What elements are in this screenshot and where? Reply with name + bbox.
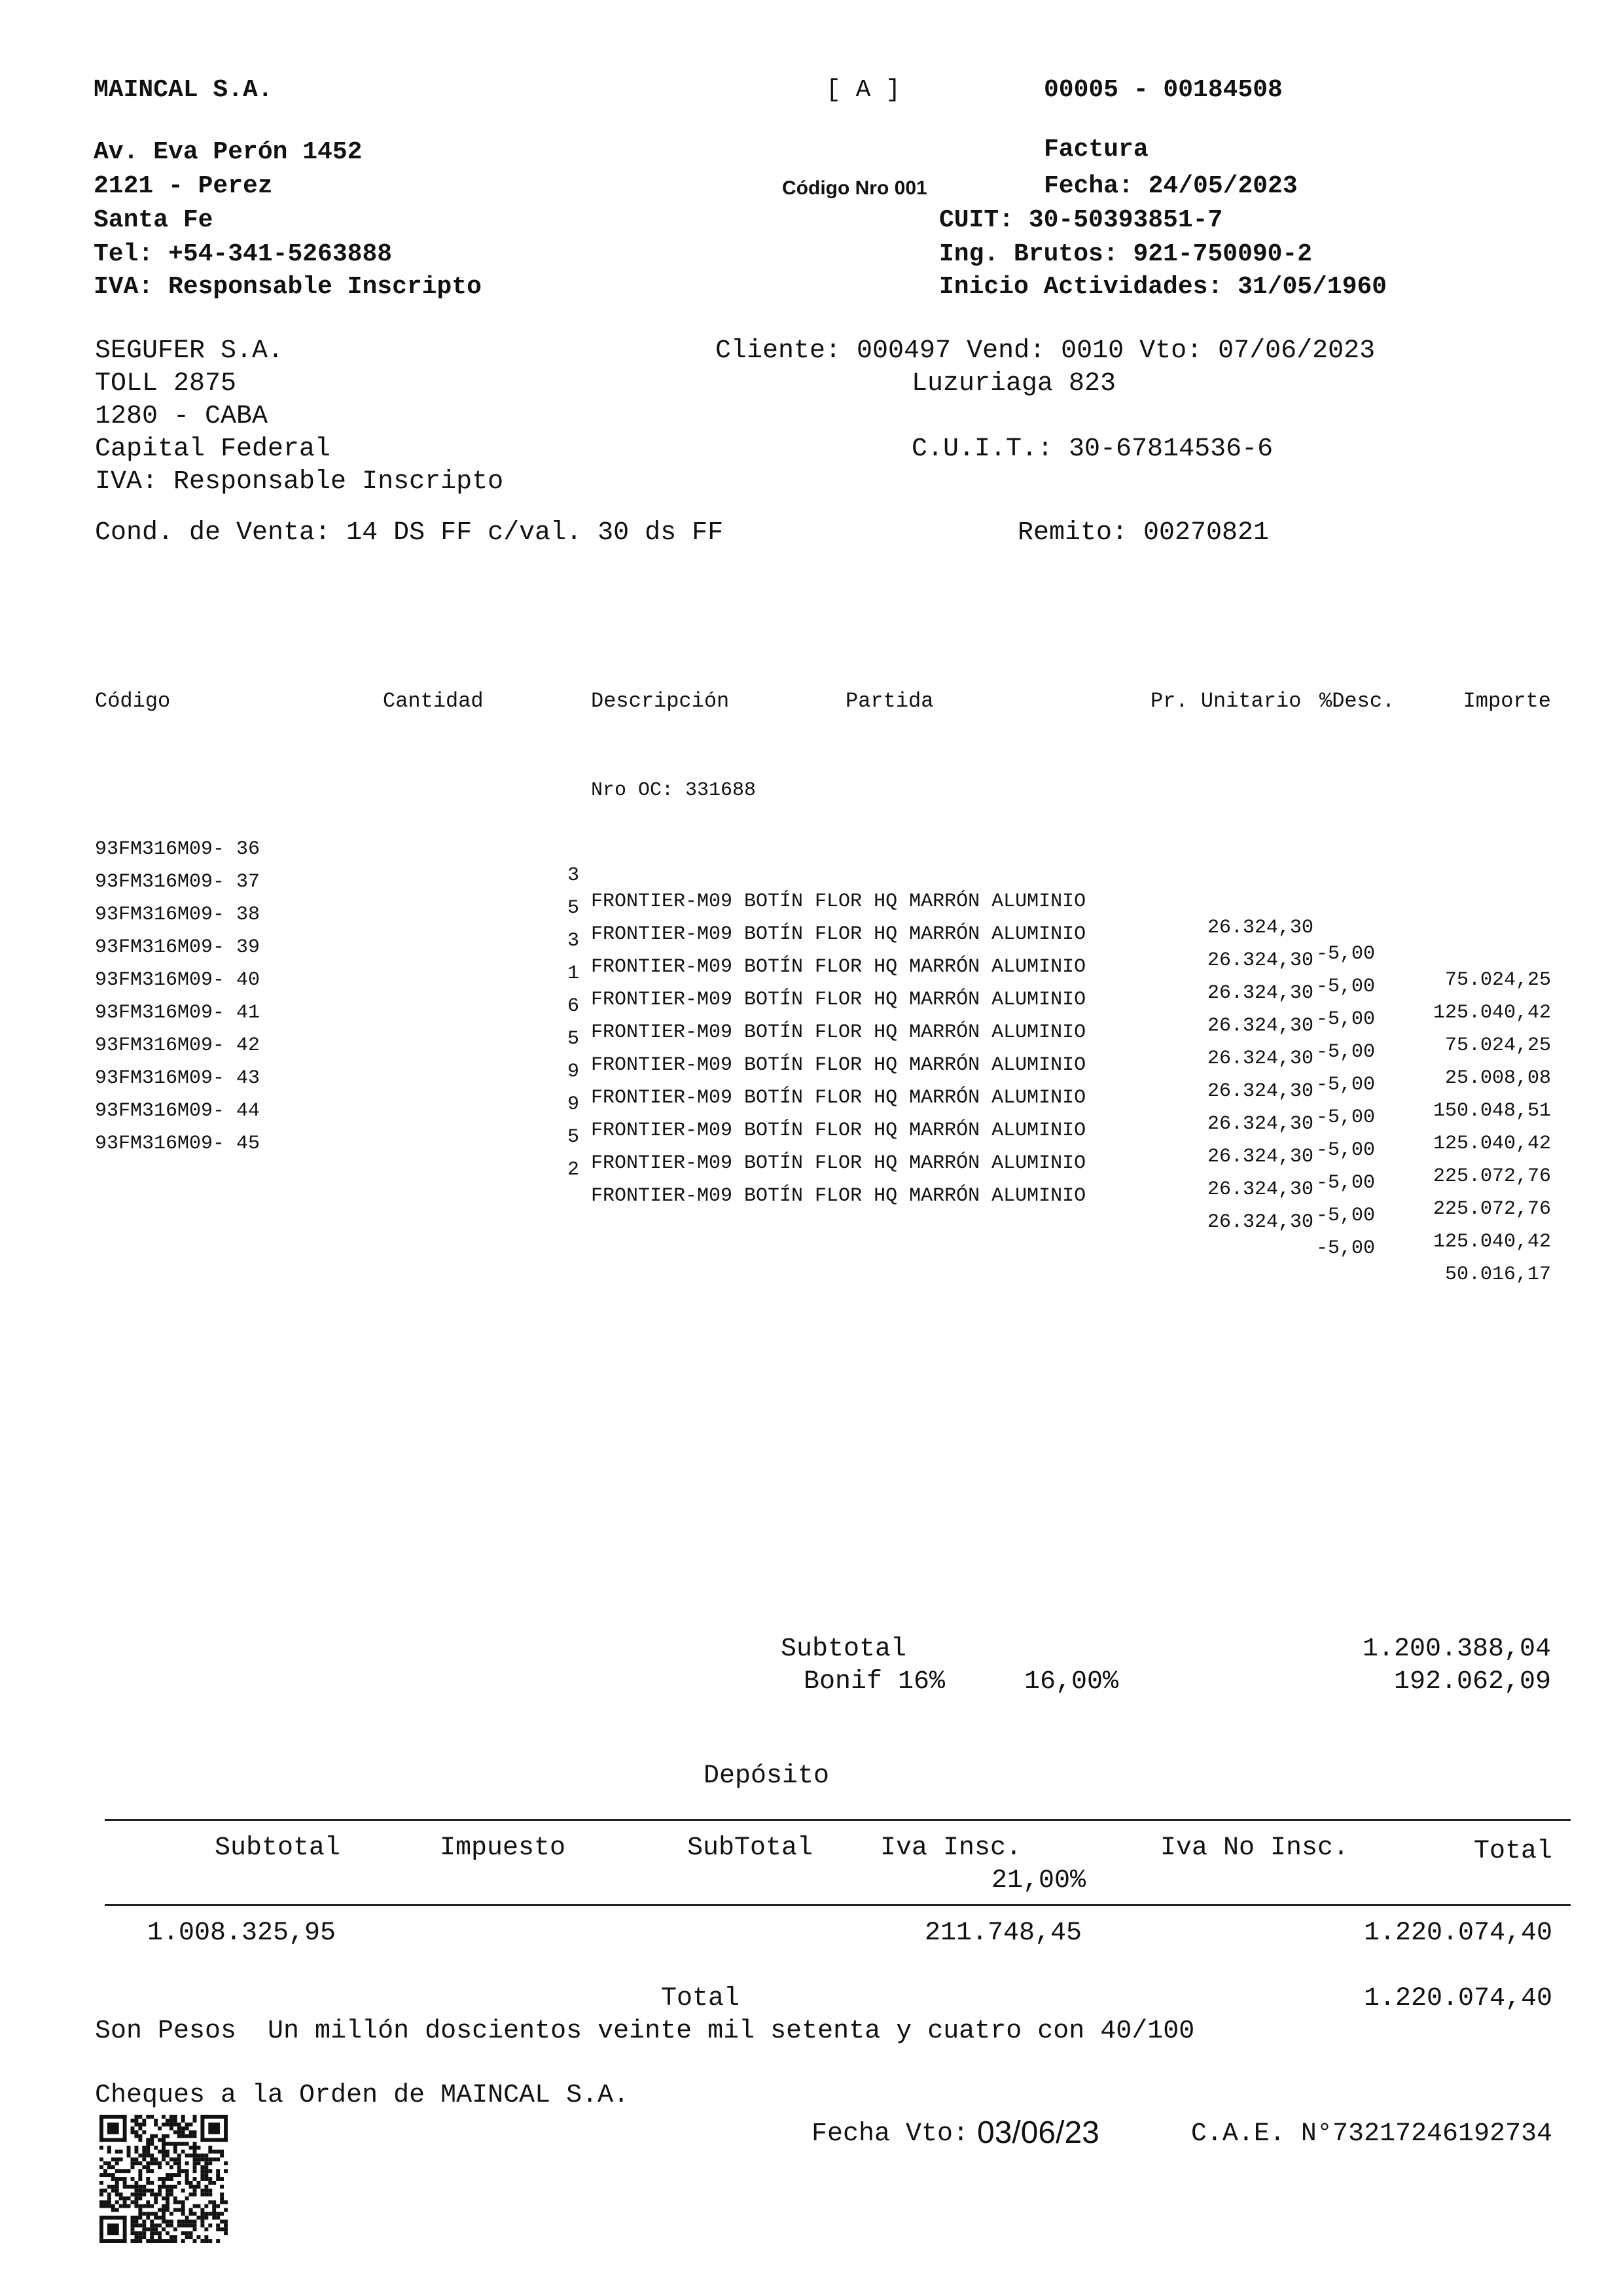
row-cantidad: 9: [567, 1093, 579, 1116]
client-name: SEGUFER S.A.: [95, 336, 284, 366]
summary-value-iva-insc: 211.748,45: [925, 1918, 1082, 1948]
client-delivery-address: Luzuriaga 823: [912, 369, 1116, 398]
summary-header-subtotal2: SubTotal: [687, 1833, 813, 1863]
invoice-doc-name: Factura: [1044, 135, 1149, 164]
summary-value-total: 1.220.074,40: [1363, 1918, 1552, 1948]
row-descripcion: FRONTIER-M09 BOTÍN FLOR HQ MARRÓN ALUMINIO: [591, 1054, 1086, 1076]
row-desc: -5,00: [1316, 943, 1376, 965]
col-pr-unitario: Pr. Unitario: [1150, 689, 1302, 713]
summary-header-iva-no-insc: Iva No Insc.: [1160, 1833, 1349, 1863]
client-iva: IVA: Responsable Inscripto: [95, 467, 504, 497]
row-descripcion: FRONTIER-M09 BOTÍN FLOR HQ MARRÓN ALUMINIO: [591, 1185, 1086, 1207]
row-cantidad: 3: [567, 864, 579, 887]
qr-code-icon: [99, 2115, 228, 2243]
bonif-value: 192.062,09: [1393, 1667, 1551, 1697]
bonif-label: Bonif 16%: [804, 1667, 946, 1697]
summary-bottom-rule: [105, 1904, 1571, 1906]
row-descripcion: FRONTIER-M09 BOTÍN FLOR HQ MARRÓN ALUMINIO: [591, 891, 1086, 913]
client-city: 1280 - CABA: [95, 402, 268, 431]
cae-number: C.A.E. N°73217246192734: [1190, 2119, 1552, 2149]
row-cantidad: 1: [567, 963, 579, 985]
invoice-ing-brutos: Ing. Brutos: 921-750090-2: [939, 240, 1313, 268]
client-address: TOLL 2875: [95, 369, 237, 398]
nro-oc: Nro OC: 331688: [591, 779, 757, 802]
row-desc: -5,00: [1316, 1106, 1376, 1129]
row-desc: -5,00: [1316, 976, 1376, 998]
summary-header-total: Total: [1473, 1837, 1552, 1866]
company-tel: Tel: +54-341-5263888: [94, 240, 393, 268]
row-codigo: 93FM316M09- 36: [95, 838, 260, 860]
cheques-orden: Cheques a la Orden de MAINCAL S.A.: [95, 2081, 630, 2110]
final-total-label: Total: [661, 1984, 740, 2013]
row-importe: 125.040,42: [1433, 1002, 1551, 1024]
row-codigo: 93FM316M09- 41: [95, 1002, 260, 1024]
summary-header-subtotal: Subtotal: [214, 1833, 340, 1863]
row-pr-unitario: 26.324,30: [1207, 1015, 1313, 1037]
row-importe: 75.024,25: [1444, 969, 1551, 991]
client-cuit: C.U.I.T.: 30-67814536-6: [912, 434, 1274, 464]
invoice-codigo: Código Nro 001: [782, 177, 927, 199]
row-pr-unitario: 26.324,30: [1207, 1080, 1313, 1103]
row-pr-unitario: 26.324,30: [1207, 1113, 1313, 1135]
summary-top-rule: [105, 1819, 1571, 1821]
summary-header-iva-rate: 21,00%: [991, 1866, 1086, 1896]
subtotal-value: 1.200.388,04: [1362, 1634, 1551, 1664]
company-name: MAINCAL S.A.: [94, 76, 273, 104]
row-codigo: 93FM316M09- 45: [95, 1133, 260, 1155]
company-address: Av. Eva Perón 1452: [94, 138, 363, 166]
row-desc: -5,00: [1316, 1074, 1376, 1096]
row-descripcion: FRONTIER-M09 BOTÍN FLOR HQ MARRÓN ALUMINIO: [591, 1120, 1086, 1142]
row-pr-unitario: 26.324,30: [1207, 1048, 1313, 1070]
row-descripcion: FRONTIER-M09 BOTÍN FLOR HQ MARRÓN ALUMINIO: [591, 989, 1086, 1011]
row-descripcion: FRONTIER-M09 BOTÍN FLOR HQ MARRÓN ALUMINIO: [591, 956, 1086, 978]
row-pr-unitario: 26.324,30: [1207, 982, 1313, 1004]
summary-header-iva-insc: Iva Insc.: [880, 1833, 1022, 1863]
row-desc: -5,00: [1316, 1172, 1376, 1194]
invoice-fecha: Fecha: 24/05/2023: [1044, 172, 1298, 200]
row-descripcion: FRONTIER-M09 BOTÍN FLOR HQ MARRÓN ALUMINIO: [591, 923, 1086, 945]
invoice-type-letter: [826, 74, 901, 107]
row-importe: 50.016,17: [1444, 1263, 1551, 1286]
row-importe: 25.008,08: [1444, 1067, 1551, 1089]
row-codigo: 93FM316M09- 42: [95, 1034, 260, 1057]
row-codigo: 93FM316M09- 38: [95, 904, 260, 926]
row-cantidad: 5: [567, 1028, 579, 1050]
remito: Remito: 00270821: [1018, 518, 1270, 548]
summary-value-subtotal: 1.008.325,95: [147, 1918, 336, 1948]
col-codigo: Código: [95, 689, 171, 713]
row-cantidad: 5: [567, 897, 579, 919]
row-cantidad: 9: [567, 1061, 579, 1083]
row-desc: -5,00: [1316, 1237, 1376, 1260]
row-codigo: 93FM316M09- 40: [95, 969, 260, 991]
row-descripcion: FRONTIER-M09 BOTÍN FLOR HQ MARRÓN ALUMINIO: [591, 1021, 1086, 1044]
company-iva: IVA: Responsable Inscripto: [94, 273, 482, 301]
row-cantidad: 6: [567, 995, 579, 1017]
client-province: Capital Federal: [95, 434, 331, 464]
row-importe: 150.048,51: [1433, 1100, 1551, 1122]
company-city: 2121 - Perez: [94, 172, 273, 200]
company-province: Santa Fe: [94, 206, 213, 234]
row-pr-unitario: 26.324,30: [1207, 1178, 1313, 1201]
row-desc: -5,00: [1316, 1205, 1376, 1227]
row-desc: -5,00: [1316, 1008, 1376, 1031]
row-descripcion: FRONTIER-M09 BOTÍN FLOR HQ MARRÓN ALUMINIO: [591, 1152, 1086, 1174]
row-importe: 225.072,76: [1433, 1198, 1551, 1220]
row-importe: 75.024,25: [1444, 1034, 1551, 1057]
row-cantidad: 5: [567, 1126, 579, 1148]
row-descripcion: FRONTIER-M09 BOTÍN FLOR HQ MARRÓN ALUMINIO: [591, 1087, 1086, 1109]
row-cantidad: 3: [567, 930, 579, 952]
invoice-inicio-actividades: Inicio Actividades: 31/05/1960: [939, 273, 1387, 301]
invoice-number: 00005 - 00184508: [1044, 76, 1283, 104]
col-importe: Importe: [1463, 689, 1551, 713]
invoice-type-letter-text: [ A ]: [826, 76, 901, 104]
final-total-value: 1.220.074,40: [1363, 1984, 1552, 2013]
son-pesos: Son Pesos Un millón doscientos veinte mil setenta y cuatro con 40/100: [95, 2017, 1195, 2046]
invoice-cuit: CUIT: 30-50393851-7: [939, 206, 1223, 234]
row-importe: 125.040,42: [1433, 1231, 1551, 1253]
row-codigo: 93FM316M09- 37: [95, 871, 260, 893]
row-pr-unitario: 26.324,30: [1207, 1146, 1313, 1168]
col-partida: Partida: [846, 689, 934, 713]
row-importe: 125.040,42: [1433, 1133, 1551, 1155]
row-desc: -5,00: [1316, 1139, 1376, 1161]
row-codigo: 93FM316M09- 43: [95, 1067, 260, 1089]
row-pr-unitario: 26.324,30: [1207, 949, 1313, 972]
deposito-label: Depósito: [704, 1761, 830, 1791]
cond-venta: Cond. de Venta: 14 DS FF c/val. 30 ds FF: [95, 518, 724, 548]
row-pr-unitario: 26.324,30: [1207, 917, 1313, 939]
fecha-vto-value: 03/06/23: [977, 2115, 1099, 2150]
summary-header-impuesto: Impuesto: [440, 1833, 566, 1863]
row-desc: -5,00: [1316, 1041, 1376, 1063]
row-importe: 225.072,76: [1433, 1165, 1551, 1188]
row-pr-unitario: 26.324,30: [1207, 1211, 1313, 1233]
subtotal-label: Subtotal: [781, 1634, 907, 1664]
client-account-line: Cliente: 000497 Vend: 0010 Vto: 07/06/2023: [715, 336, 1376, 366]
row-codigo: 93FM316M09- 44: [95, 1100, 260, 1122]
col-cantidad: Cantidad: [383, 689, 484, 713]
row-codigo: 93FM316M09- 39: [95, 936, 260, 959]
col-descripcion: Descripción: [591, 689, 730, 713]
col-desc: %Desc.: [1319, 689, 1395, 713]
row-cantidad: 2: [567, 1159, 579, 1181]
bonif-pct: 16,00%: [1024, 1667, 1119, 1697]
fecha-vto-label: Fecha Vto:: [812, 2119, 969, 2149]
